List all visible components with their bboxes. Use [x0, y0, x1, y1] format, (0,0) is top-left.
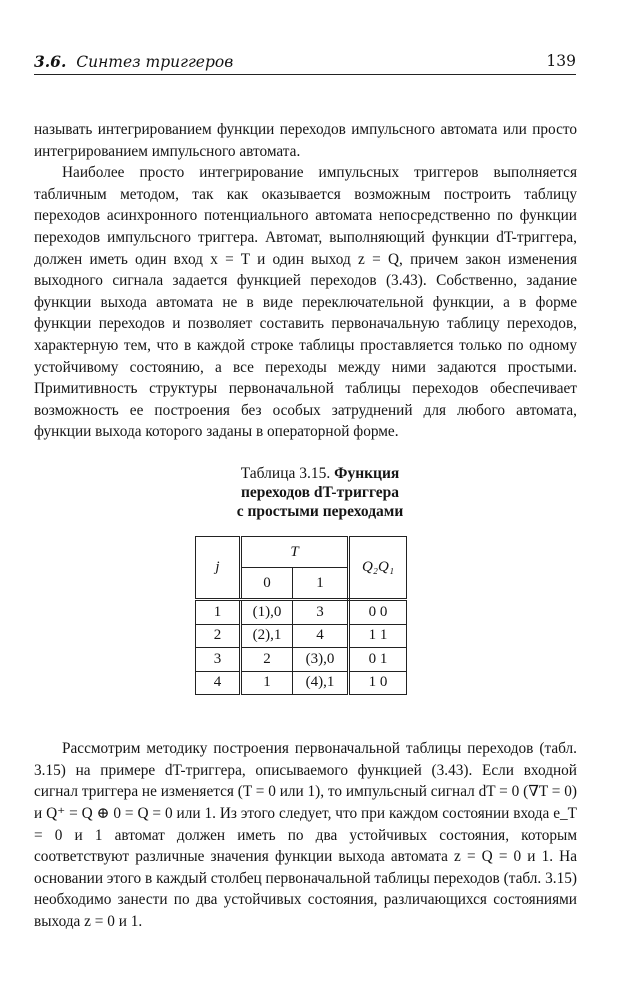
caption-title-start: Функция [334, 465, 400, 482]
cell-j: 3 [196, 648, 241, 672]
header-col-0: 0 [241, 568, 293, 600]
cell-j: 2 [196, 624, 241, 648]
caption-label: Таблица 3.15. [240, 465, 331, 482]
cell-t0: (2),1 [241, 624, 293, 648]
page-number: 139 [546, 52, 576, 70]
caption-line-2: переходов dT-триггера [240, 484, 400, 501]
cell-j: 1 [196, 600, 241, 625]
section-heading [34, 52, 233, 71]
cell-t1: 3 [293, 600, 349, 625]
table-row [196, 624, 407, 648]
cell-t0: (1),0 [241, 600, 293, 625]
cell-t1: 4 [293, 624, 349, 648]
cell-q: 1 1 [349, 624, 407, 648]
cell-j: 4 [196, 671, 241, 695]
paragraph-3: Рассмотрим методику построения первоначальной таблицы переходов (табл. 3.15) на примере dT-триггера, описываемого функцией (3.43). Если входной сигнал триггера не изменяется (T = 0 или 1), то импульсный сигнал dT = 0 (∇T = 0) и Q⁺ = Q ⊕ 0 = Q = 0 или 1. Из этого следует, что при каждом состоянии входа e_T = 0 и 1 автомат должен иметь по два устойчивых состояния, которым соответствуют различные значения функции выхода автомата z = Q = 0 и 1. На основании этого в каждый столбец первоначальной таблицы переходов (табл. 3.15) необходимо занести по два устойчивых состояния, различающихся состояниями выхода z = 0 и 1. [34, 740, 577, 931]
cell-q: 0 0 [349, 600, 407, 625]
caption-line-3: с простыми переходами [236, 503, 404, 520]
paragraph-1: называть интегрированием функции переходов импульсного автомата или просто интегрированием импульсного автомата. [34, 121, 577, 160]
table-row [196, 648, 407, 672]
header-group-t: T [241, 537, 349, 568]
cell-t0: 2 [241, 648, 293, 672]
header-col-1: 1 [293, 568, 349, 600]
cell-t1: (4),1 [293, 671, 349, 695]
table-row [196, 600, 407, 625]
section-number: 3.6. [34, 52, 67, 71]
cell-q: 0 1 [349, 648, 407, 672]
table-row [196, 671, 407, 695]
running-header [34, 52, 576, 75]
header-j: j [196, 537, 241, 600]
table-caption [150, 464, 490, 521]
section-title: Синтез триггеров [76, 53, 234, 71]
caption-line-1 [150, 464, 490, 483]
cell-t0: 1 [241, 671, 293, 695]
paragraph-2: Наиболее просто интегрирование импульсных триггеров выполняется табличным методом, так как оказывается возможным построить таблицу переходов асинхронного потенциального автомата непосредственно по функции переходов импульсного триггера. Автомат, выполняющий функции dT-триггера, должен иметь один вход x = T и один выход z = Q, причем закон изменения выходного сигнала задается функцией переходов (3.43). Собственно, задание функции выхода автомата не в виде переключательной функции, а в форме функции переходов и позволяет составить первоначальную таблицу переходов, характерную тем, что в каждой строке таблицы проставляется только по одному устойчивому состоянию, а все переходы между ними задаются простыми. Примитивность структуры первоначальной таблицы переходов обеспечивает возможность ее построения без особых затруднений для любого автомата, функции выхода которого заданы в операторной форме. [34, 164, 577, 441]
cell-t1: (3),0 [293, 648, 349, 672]
header-output: Q₂Q₁ [349, 537, 407, 600]
cell-q: 1 0 [349, 671, 407, 695]
transition-table [195, 536, 407, 695]
